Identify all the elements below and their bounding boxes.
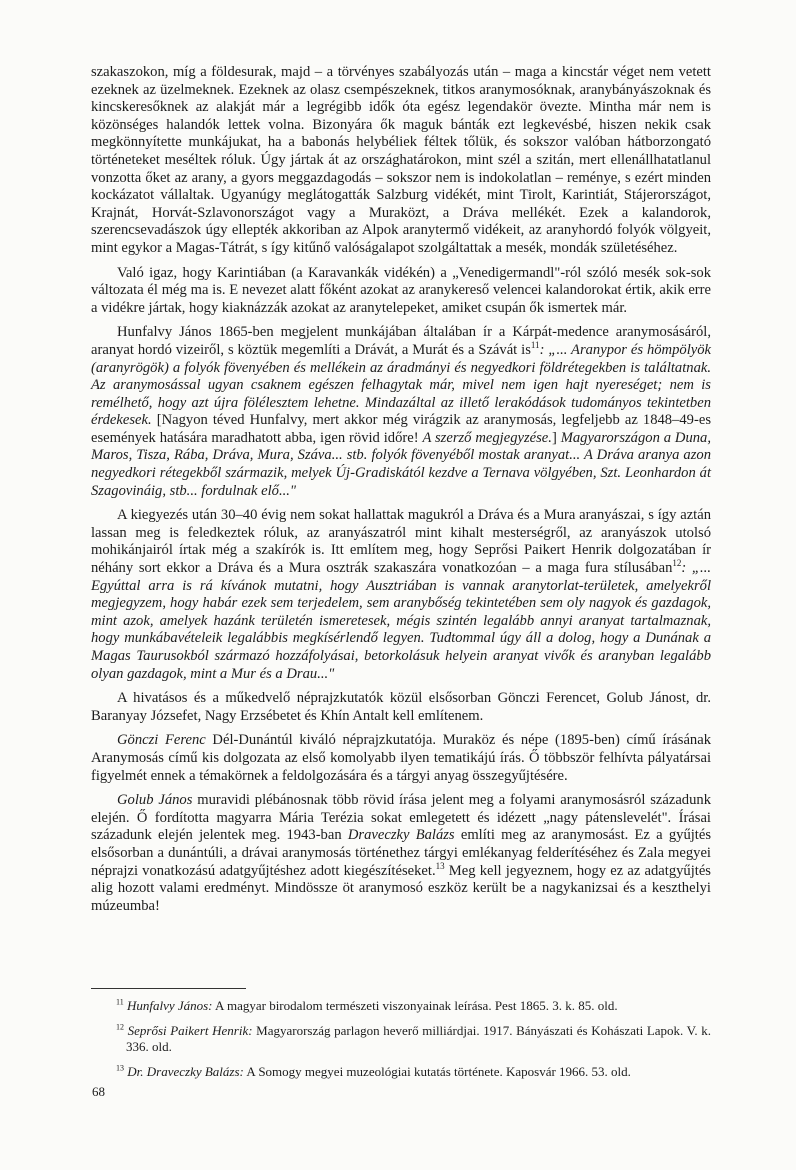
text-run: Dél-Dunántúl kiváló néprajzkutatója. Muraköz és népe (1895-ben) című írásának Aranymosás című kis dolgozata az első komolyabb ilyen tematikájú írás. Ő többször felhívta pályatársai figyelmét ennek a témakörnek a feldolgozására és a tárgyi anyag összegyűjtésére. <box>91 732 711 784</box>
footnote-ref: 13 <box>435 860 445 871</box>
italic-text: Golub János <box>117 792 193 809</box>
main-text <box>91 64 711 922</box>
footnote-ref: 11 <box>530 340 540 351</box>
text-run: Való igaz, hogy Karintiában (a Karavankák vidékén) a „Venedigermandl"-ról szóló mesék sok-sok változata él még ma is. E nevezet alatt főként azokat az aranykereső velencei kalandorokat értik, akik erre a vidékre jártak, hogy kiaknázzák azokat az aranytelepeket, amiket csupán ők ismertek már. <box>91 264 711 316</box>
paragraph <box>91 507 711 683</box>
text-run: említi meg az aranymosást. Ez a gyűjtés elsősorban a dunántúli, a drávai aranymosás történethez tárgyi emlékanyag felderítéséhez és Zala megyei néprajzi vonatkozású adatgyűjtéshez adott kiegészítéseket. <box>91 827 712 879</box>
footnote <box>116 1064 711 1080</box>
footnotes <box>116 998 711 1089</box>
italic-text: : „... Egyúttal arra is rá kívánok mutatni, hogy Ausztriában is vannak aranytorlat-területek, amelyekről megjegyzem, hogy habár ezek sem terjedelem, sem aranybőség tekintetében sem oly nagyok és gazdagok, mint azok, amelyek hazánk területén ismeretesek, mégis szintén legalább annyi aranyat tartalmaznak, hogy munkábavételeik legalábbis megkísérlendő legyen. Tudtommal úgy áll a dolog, hogy a Dunának a Magas Taurusokból származó hozzáfolyásai, betorkolásuk helyein aranyat vivők és aranyban legalább olyan gazdagok, mint a Mur és a Drau..." <box>91 560 711 682</box>
footnote-ref: 12 <box>672 558 682 569</box>
footnote-author: Dr. Draveczky Balázs: <box>124 1064 244 1079</box>
footnote-author: Hunfalvy János: <box>123 998 213 1013</box>
footnote-author: Seprősi Paikert Henrik: <box>124 1023 253 1038</box>
italic-text: : „... Aranypor és hömpölyök (aranyrögök) a folyók fövenyében és mellékein az áradmányi és negyedkori földrétegekben is találtatnak. Az aranymosással ugyan csaknem egészen felhagytak már, mivel nem igen hajt nyereséget; nem is remélhető, hogy azt újra fölélesztem lehetne. Mindazáltal az illető lerakódások tudományos tekintetben érdekesek. <box>91 341 711 429</box>
italic-text: A szerző megjegyzése. <box>422 429 552 446</box>
paragraph <box>91 690 711 725</box>
text-run: [Nagyon téved Hunfalvy, mert akkor még virágzik az aranymosás, legfeljebb az 1848–49-es események hatására maradhatott abba, igen rövid időre! <box>91 412 711 446</box>
footnote-text: A Somogy megyei muzeológiai kutatás története. Kaposvár 1966. 53. old. <box>243 1064 631 1079</box>
paragraph <box>91 732 711 785</box>
paragraph <box>91 792 711 915</box>
footnote <box>116 998 711 1014</box>
footnote-number: 11 <box>116 997 124 1007</box>
footnote-text: A magyar birodalom természeti viszonyainak leírása. Pest 1865. 3. k. 85. old. <box>212 998 618 1013</box>
text-run: Meg kell jegyeznem, hogy ez az adatgyűjtés alig hozott valami eredményt. Mindössze öt aranymosó eszköz került be a nagykanizsai és a keszthelyi múzeumba! <box>91 862 711 914</box>
text-run: ] <box>551 429 561 446</box>
paragraph <box>91 64 711 258</box>
footnote-number: 13 <box>116 1063 124 1073</box>
text-run: szakaszokon, míg a földesurak, majd – a törvényes szabályozás után – maga a kincstár véget nem vetett ezeknek az üzelmeknek. Ezeknek az olasz csempészeknek, titkos aranymosóknak, aranybányászoknak és kincskeresőknek az alakját már a legrégibb idők óta egész legendakör övezte. Mintha már nem is közönséges halandók lettek volna. Bizonyára ők maguk bánták ezt legkevésbé, hiszen nekik csak megkönnyítette munkájukat, ha a babonás helybéliek féltek tőlük, és sokszor valóban hátborzongató történeteket meséltek róluk. Úgy jártak át az országhatárokon, mint szél a szitán, mert ellenállhatatlanul vonzotta őket az arany, a gyors meggazdagodás – sokszor nem is indokolatlan – reménye, s ezért minden kockázatot vállaltak. Ugyanúgy meglátogatták Salzburg vidékét, mint Tirolt, Karintiát, Stájerországot, Krajnát, Horvát-Szlavonországot vagy a Muraközt, a Dráva mellékét. Ezek a kalandorok, szerencsevadászok úgy ellepték akkoriban az Alpok aranytermő vidékeit, az aranyhordó folyók völgyeit, mint egykor a Magas-Tátrát, s így kitűnő valóságalapot szolgáltattak a mesék, mondák születéséhez. <box>91 64 711 256</box>
paragraph <box>91 265 711 318</box>
page-number: 68 <box>92 1084 105 1099</box>
text-run: Hunfalvy János 1865-ben megjelent munkájában általában ír a Kárpát-medence aranymosásáról, aranyat hordó vizeiről, s köztük megemlíti a Drávát, a Murát és a Szávát is <box>91 324 711 358</box>
italic-text: Gönczi Ferenc <box>117 732 206 749</box>
text-run: A hivatásos és a műkedvelő néprajzkutatók közül elsősorban Gönczi Ferencet, Golub Jánost, dr. Baranyay Józsefet, Nagy Erzsébetet és Khín Antalt kell említenem. <box>91 690 711 724</box>
text-run: A kiegyezés után 30–40 évig nem sokat hallattak magukról a Dráva és a Mura aranyászai, s így aztán lassan meg is feledkeztek róluk, az aranyászatról mint kihalt mesterségről, az aranyászok utolsó mohikánjairól írtak még a szakírók is. Itt említem meg, hogy Seprősi Paikert Henrik dolgozatában ír néhány sort ekkor a Dráva és a Mura osztrák szakaszára vonatkozóan – a maga fura stílusában <box>91 507 711 577</box>
text-run: muravidi plébánosnak több rövid írása jelent meg a folyami aranymosásról századunk elején. Ő fordította magyarra Mária Terézia sokat emlegetett és idézett „nagy pátenslevelét". Írásai századunk elején jelentek meg. 1943-ban <box>91 792 711 844</box>
footnote <box>116 1023 711 1055</box>
italic-text: Draveczky Balázs <box>347 827 455 844</box>
footnote-divider <box>91 988 246 989</box>
footnote-number: 12 <box>116 1022 124 1032</box>
italic-text: Magyarországon a Duna, Maros, Tisza, Rába, Dráva, Mura, Száva... stb. folyók fövenyéből mostak aranyat... A Dráva aranya azon negyedkori rétegekből származik, melyek Új-Gradiskától kezdve a Ternava völgyében, Szt. Leonhardon át Szagovináig, stb... fordulnak elő..." <box>91 429 712 499</box>
paragraph <box>91 324 711 500</box>
footnote-text: Magyarország parlagon heverő milliárdjai. 1917. Bányászati és Kohászati Lapok. V. k. 336. old. <box>126 1023 711 1054</box>
